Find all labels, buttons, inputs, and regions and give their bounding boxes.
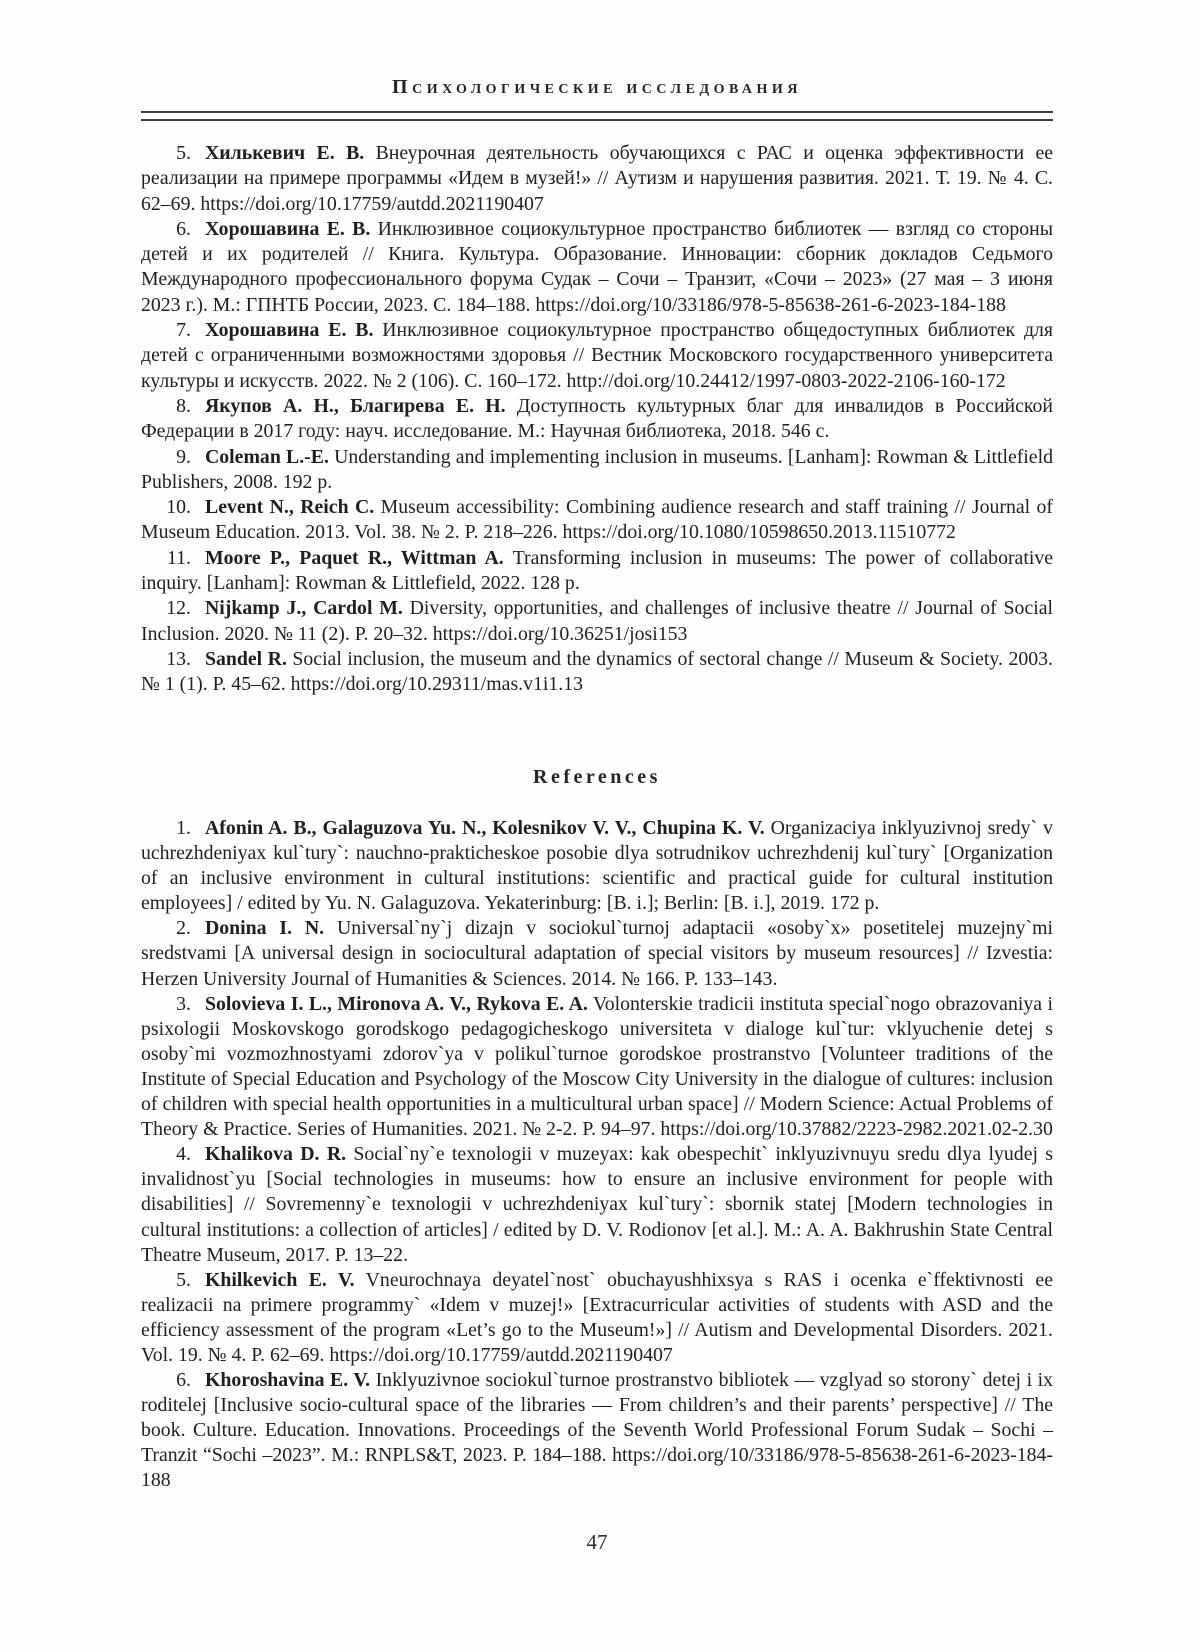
item-text: Инклюзивное социокультурное пространство общедоступных библиотек для детей с ограниченными возможностями здоровья // Вестник Московского государственного университета культуры и искусств. 2022. № 2 (106). С. 160–172. http://doi.org/10.24412/1997-0803-2022-2106-160-172 xyxy=(141,319,1054,392)
running-head: Психологические исследования xyxy=(392,76,802,98)
double-rule xyxy=(141,111,1053,121)
item-text: Инклюзивное социокультурное пространство библиотек — взгляд со стороны детей и их родителей // Книга. Культура. Образование. Инновации: сборник докладов Седьмого Международного профессионального форума Судак – Сочи – Транзит, «Сочи – 2023» (27 мая – 3 июня 2023 г.). М.: ГПНТБ России, 2023. С. 184–188. https://doi.org/10/33186/978-5-85638-261-6-2023-184-188 xyxy=(141,217,1053,316)
item-text: Inklyuzivnoe sociokul`turnoe prostranstvo bibliotek — vzglyad so storony` detej i ix roditelej [Inclusive socio-cultural space of the libraries — From children’s and their parents’ perspective] // The book. Culture. Education. Innovations. Proceedings of the Seventh World Professional Forum Sudak – Sochi – Tranzit “Sochi –2023”. M.: RNPLS&T, 2023. P. 184–188. https://doi.org/10/33186/978-5-85638-261-6-2023-184-188 xyxy=(141,1369,1053,1492)
reference-item xyxy=(141,816,1053,916)
item-number: 5. xyxy=(176,1268,191,1291)
reference-item xyxy=(141,217,1053,318)
reference-item xyxy=(141,916,1053,991)
references-list xyxy=(141,816,1053,1494)
reference-item xyxy=(141,596,1053,647)
item-authors: Хорошавина Е. В. xyxy=(205,217,371,240)
item-text: Universal`ny`j dizajn v sociokul`turnoj adaptacii «osoby`x» posetitelej muzejny`mi sredstvami [A universal design in sociocultural adaptation of special visitors by museum resources] // Izvestia: Herzen University Journal of Humanities & Sciences. 2014. № 166. P. 133–143. xyxy=(141,917,1053,990)
item-authors: Nijkamp J., Cardol M. xyxy=(205,597,403,620)
item-text: Volonterskie tradicii instituta special`nogo obrazovaniya i psixologii Moskovskogo gorodskogo pedagogicheskogo universiteta v dialoge kul`tur: vklyuchenie detej s osoby`mi vozmozhnostyami zdorov`ya v polikul`turnoe gorodskoe prostranstvo [Volunteer traditions of the Institute of Special Education and Psychology of the Moscow City University in the dialogue of cultures: inclusion of children with special health opportunities in a multicultural urban space] // Modern Science: Actual Problems of Theory & Practice. Series of Humanities. 2021. № 2-2. P. 94–97. https://doi.org/10.37882/2223-2982.2021.02-2.30 xyxy=(141,992,1053,1141)
item-text: Transforming inclusion in museums: The power of collaborative inquiry. [Lanham]: Rowman & Littlefield, 2022. 128 p. xyxy=(141,546,1053,595)
reference-item xyxy=(141,1368,1053,1493)
item-text: Доступность культурных благ для инвалидов в Российской Федерации в 2017 году: науч. исследование. М.: Научная библиотека, 2018. 546 с. xyxy=(141,394,1053,443)
item-authors: Khilkevich E. V. xyxy=(205,1268,355,1291)
item-number: 8. xyxy=(176,394,191,417)
reference-item xyxy=(141,546,1053,597)
item-authors: Хилькевич Е. В. xyxy=(205,142,365,164)
item-authors: Хорошавина Е. В. xyxy=(205,319,374,342)
item-authors: Solovieva I. L., Mironova A. V., Rykova E. A. xyxy=(205,992,588,1015)
reference-item xyxy=(141,647,1053,698)
item-authors: Afonin A. B., Galaguzova Yu. N., Kolesnikov V. V., Chupina K. V. xyxy=(205,817,765,839)
item-text: Vneurochnaya deyatel`nost` obuchayushhixsya s RAS i ocenka e`ffektivnosti ee realizacii na primere programmy` «Idem v muzej!» [Extracurricular activities of students with ASD and the efficiency assessment of the program «Let’s go to the Museum!»] // Autism and Developmental Disorders. 2021. Vol. 19. № 4. P. 62–69. https://doi.org/10.17759/autdd.2021190407 xyxy=(141,1268,1053,1366)
item-text: Understanding and implementing inclusion in museums. [Lanham]: Rowman & Littlefield Publishers, 2008. 192 p. xyxy=(141,445,1053,493)
reference-item xyxy=(141,318,1053,394)
item-text: Organizaciya inklyuzivnoj sredy` v uchrezhdeniyax kul`tury`: nauchno-prakticheskoe posobie dlya sotrudnikov uchrezhdenij kul`tury` [Organization of an inclusive environment in cultural institutions: scientific and practical guide for cultural institution employees] / edited by Yu. N. Galaguzova. Yekaterinburg: [B. i.]; Berlin: [B. i.], 2019. 172 p. xyxy=(141,817,1053,915)
item-number: 4. xyxy=(176,1143,191,1166)
item-number: 3. xyxy=(176,992,191,1015)
item-number: 2. xyxy=(176,917,191,940)
page-number: 47 xyxy=(586,1530,608,1554)
reference-item xyxy=(141,141,1053,217)
item-text: Diversity, opportunities, and challenges of inclusive theatre // Journal of Social Inclusion. 2020. № 11 (2). P. 20–32. https://doi.org/10.36251/josi153 xyxy=(141,597,1053,645)
item-number: 10. xyxy=(166,496,191,519)
item-text: Social`ny`e texnologii v muzeyax: kak obespechit` inklyuzivnuyu sredu dlya lyudej s invalidnost`yu [Social technologies in museums: how to ensure an inclusive environment for people with disabilities] // Sovremenny`e texnologii v uchrezhdeniyax kul`tury`: sbornik statej [Modern technologies in cultural institutions: a collection of articles] / edited by D. V. Rodionov [et al.]. M.: A. A. Bakhrushin State Central Theatre Museum, 2017. P. 13–22. xyxy=(141,1143,1054,1266)
reference-item xyxy=(141,1142,1053,1267)
item-authors: Moore P., Paquet R., Wittman A. xyxy=(205,546,504,569)
item-authors: Coleman L.-E. xyxy=(205,445,329,468)
reference-item xyxy=(141,992,1053,1143)
item-authors: Levent N., Reich C. xyxy=(205,496,375,519)
item-authors: Sandel R. xyxy=(205,647,287,670)
references-heading: References xyxy=(533,766,661,788)
item-number: 6. xyxy=(176,217,191,240)
item-number: 7. xyxy=(176,319,191,342)
item-authors: Khoroshavina E. V. xyxy=(205,1369,371,1392)
item-authors: Khalikova D. R. xyxy=(205,1143,347,1166)
item-number: 5. xyxy=(176,142,191,164)
reference-item xyxy=(141,495,1053,546)
reference-item xyxy=(141,394,1053,445)
item-number: 9. xyxy=(176,445,191,468)
item-text: Museum accessibility: Combining audience research and staff training // Journal of Museum Education. 2013. Vol. 38. № 2. P. 218–226. https://doi.org/10.1080/10598650.2013.11510772 xyxy=(141,496,1053,544)
reference-item xyxy=(141,445,1053,496)
item-number: 1. xyxy=(176,817,191,839)
item-number: 6. xyxy=(176,1369,191,1392)
item-authors: Donina I. N. xyxy=(205,917,325,940)
item-text: Social inclusion, the museum and the dynamics of sectoral change // Museum & Society. 2003. № 1 (1). P. 45–62. https://doi.org/10.29311/mas.v1i1.13 xyxy=(141,647,1053,696)
item-text: Внеурочная деятельность обучающихся с РАС и оценка эффективности ее реализации на примере программы «Идем в музей!» // Аутизм и нарушения развития. 2021. Т. 19. № 4. С. 62–69. https://doi.org/10.17759/autdd.2021190407 xyxy=(141,142,1053,215)
item-authors: Якупов А. Н., Благирева Е. Н. xyxy=(205,394,506,417)
item-number: 12. xyxy=(166,597,191,620)
item-number: 11. xyxy=(167,546,191,569)
bibliography-list xyxy=(141,141,1053,698)
item-number: 13. xyxy=(166,647,191,670)
reference-item xyxy=(141,1268,1053,1368)
